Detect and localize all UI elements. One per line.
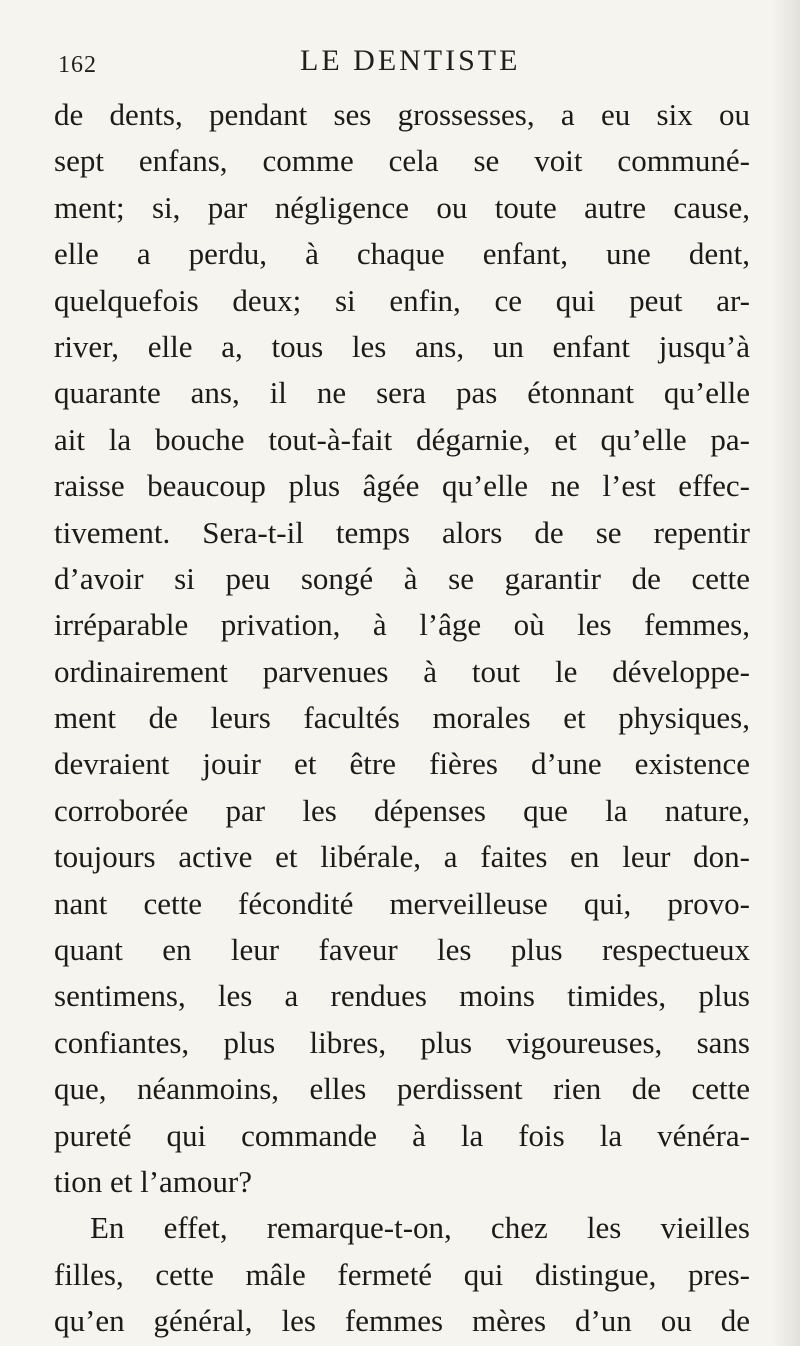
text-line: que, néanmoins, elles perdissent rien de cette — [54, 1071, 750, 1107]
text-line: ordinairement parvenues à tout le développe- — [54, 653, 750, 689]
paragraph-end-line: tion et l’amour? — [54, 1163, 252, 1199]
running-head — [40, 42, 760, 86]
text-line: elle a perdu, à chaque enfant, une dent, — [54, 236, 750, 272]
text-line: toujours active et libérale, a faites en leur don- — [54, 839, 750, 875]
text-line: quelquefois deux; si enfin, ce qui peut ar- — [54, 282, 750, 318]
text-line: d’avoir si peu songé à se garantir de cette — [54, 560, 750, 596]
page-number: 162 — [58, 52, 97, 78]
text-line: nant cette fécondité merveilleuse qui, provo- — [54, 885, 750, 921]
text-line: devraient jouir et être fières d’une existence — [54, 746, 750, 782]
text-line: ment de leurs facultés morales et physiques, — [54, 700, 750, 736]
paragraph-start-line: En effet, remarque-t-on, chez les vieilles — [90, 1210, 750, 1246]
text-line: irréparable privation, à l’âge où les femmes, — [54, 607, 750, 643]
text-line: river, elle a, tous les ans, un enfant jusqu’à — [54, 328, 750, 364]
page-edge-shadow — [772, 0, 800, 1346]
text-line: confiantes, plus libres, plus vigoureuses, sans — [54, 1024, 750, 1060]
running-title: LE DENTISTE — [300, 44, 521, 77]
text-line: sept enfans, comme cela se voit communé- — [54, 143, 750, 179]
body-text — [54, 92, 750, 1345]
text-line: ait la bouche tout-à-fait dégarnie, et qu’elle pa- — [54, 421, 750, 457]
text-line: sentimens, les a rendues moins timides, plus — [54, 978, 750, 1014]
text-line: raisse beaucoup plus âgée qu’elle ne l’est effec- — [54, 468, 750, 504]
text-line: quant en leur faveur les plus respectueux — [54, 932, 750, 968]
text-line: filles, cette mâle fermeté qui distingue, pres- — [54, 1256, 750, 1292]
text-line: corroborée par les dépenses que la nature, — [54, 792, 750, 828]
text-line: quarante ans, il ne sera pas étonnant qu’elle — [54, 375, 750, 411]
text-line: ment; si, par négligence ou toute autre cause, — [54, 189, 750, 225]
text-line: de dents, pendant ses grossesses, a eu six ou — [54, 97, 750, 132]
text-line: pureté qui commande à la fois la vénéra- — [54, 1117, 750, 1153]
text-line: qu’en général, les femmes mères d’un ou de — [54, 1303, 750, 1339]
text-line: tivement. Sera-t-il temps alors de se repentir — [54, 514, 750, 550]
